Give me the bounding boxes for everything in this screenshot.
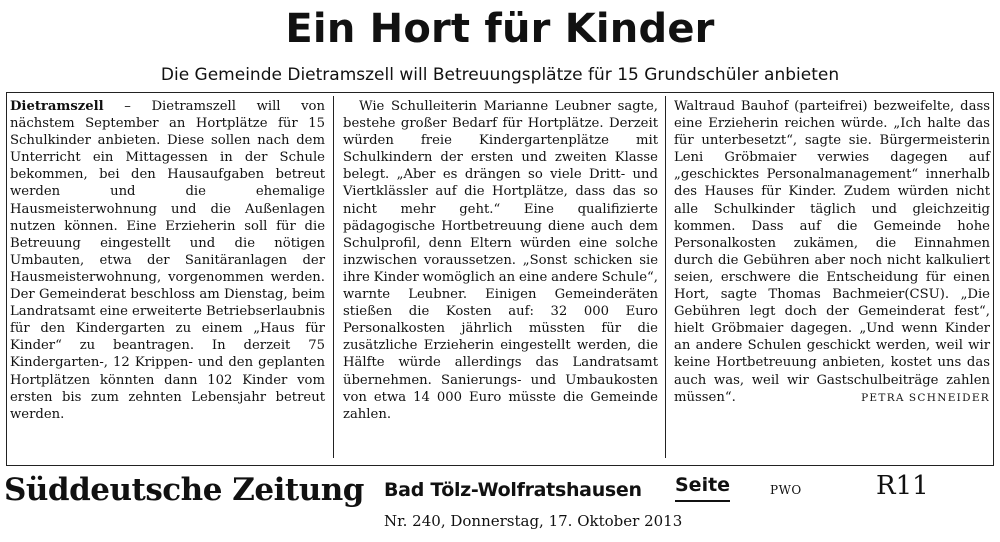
- newspaper-logo: Süddeutsche Zeitung: [4, 472, 364, 508]
- column-divider-1: [333, 96, 334, 458]
- column-1-paragraph: [10, 98, 325, 423]
- author-byline: PETRA SCHNEIDER: [861, 391, 990, 404]
- article-subheadline: Die Gemeinde Dietramszell will Betreuungsplätze für 15 Grundschüler anbieten: [160, 65, 840, 85]
- edition-code: PWO: [770, 483, 802, 497]
- right-border: [993, 92, 994, 466]
- top-rule: [6, 92, 994, 93]
- column-2-text: Wie Schulleiterin Marianne Leubner sagte, bestehe großer Bedarf für Hortplätze. Derzeit würden freie Kindergartenplätze mit Schulkindern der ersten und zweiten Klasse belegt. „Aber es drängen so viele Dritt- und Viertklässler auf die Hortplätze, dass das so nicht mehr geht.“ Eine qualifizierte pädagogische Hortbetreuung diene auch dem Schulprofil, denn Eltern würden eine solche inzwischen voraussetzen. „Sonst schicken sie ihre Kinder womöglich an eine andere Schule“, warnte Leubner. Einigen Gemeinderäten stießen die Kosten auf: 32 000 Euro Personalkosten jährlich müssten für die zusätzliche Erzieherin eingestellt werden, die Hälfte würde allerdings das Landratsamt übernehmen. Sanierungs- und Umbaukosten von etwa 14 000 Euro müsste die Gemeinde zahlen.: [343, 99, 658, 422]
- column-1-text: – Dietramszell will von nächstem September an Hortplätze für 15 Schulkinder anbieten. Diese sollen nach dem Unterricht ein Mittagessen in der Schule bekommen, bei den Hausaufgaben betreut werden und die ehemalige Hausmeisterwohnung und die Außenlagen nutzen können. Eine Erzieherin soll für die Betreuung eingestellt und die nötigen Umbauten, etwa der Sanitäranlagen der Hausmeisterwohnung, vorgenommen werden. Der Gemeinderat beschloss am Dienstag, beim Landratsamt eine erweiterte Betriebserlaubnis für den Kindergarten zu einem „Haus für Kinder“ zu beantragen. In derzeit 75 Kindergarten-, 12 Krippen- und den geplanten Hortplätzen könnten dann 102 Kinder vom ersten bis zum zehnten Lebensjahr betreut werden.: [10, 99, 325, 422]
- article-column-1: [10, 98, 325, 460]
- left-border: [6, 92, 7, 466]
- column-3-paragraph: [674, 98, 990, 406]
- dateline: Dietramszell: [10, 99, 104, 114]
- seite-label: Seite: [675, 470, 730, 502]
- article-column-2: [343, 98, 658, 460]
- article-column-3: [674, 98, 990, 460]
- column-divider-2: [665, 96, 666, 458]
- bottom-rule: [6, 465, 994, 466]
- column-3-text: Waltraud Bauhof (parteifrei) bezweifelte, dass eine Erzieherin reichen würde. „Ich halte das für unterbesetzt“, sagte sie. Bürgermeisterin Leni Gröbmaier verwies dagegen auf „geschicktes Personalmanagement“ innerhalb des Hauses für Kinder. Zudem würden nicht alle Schulkinder täglich und gleichzeitig kommen. Dass auf die Gemeinde hohe Personalkosten zukämen, die Einnahmen durch die Gebühren aber noch nicht kalkuliert seien, erschwere die Entscheidung für einen Hort, sagte Thomas Bachmeier(CSU). „Die Gebühren legt doch der Gemeinderat fest“, hielt Gröbmaier dagegen. „Und wenn Kinder an andere Schulen geschickt werden, weil wir keine Hortbetreuung anbieten, kostet uns das auch was, weil wir Gastschulbeiträge zahlen müssen“.: [674, 99, 990, 405]
- page-number: R11: [876, 471, 929, 501]
- issue-date-line: Nr. 240, Donnerstag, 17. Oktober 2013: [384, 512, 683, 530]
- article-headline: Ein Hort für Kinder: [285, 6, 715, 52]
- edition-name: Bad Tölz-Wolfratshausen: [384, 479, 642, 501]
